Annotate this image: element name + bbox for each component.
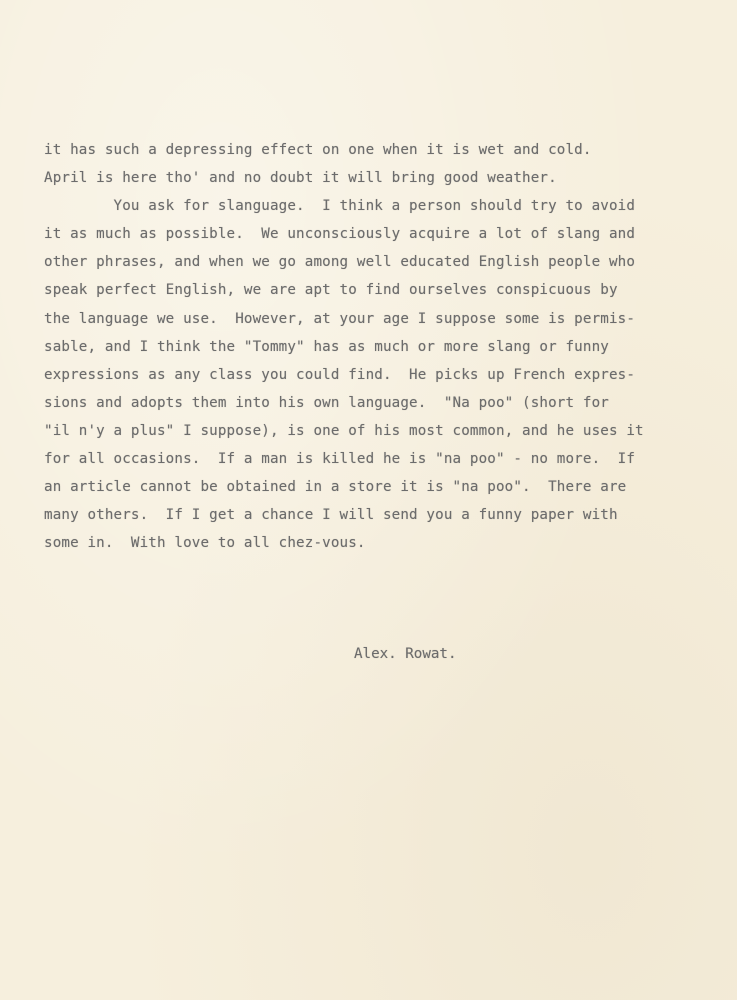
letter-line: other phrases, and when we go among well educated English people who: [44, 254, 636, 271]
letter-line: sable, and I think the "Tommy" has as much or more slang or funny: [44, 338, 609, 355]
letter-line: sions and adopts them into his own language. "Na poo" (short for: [44, 394, 609, 411]
letter-line: it as much as possible. We unconsciously acquire a lot of slang and: [44, 226, 636, 243]
letter-line: for all occasions. If a man is killed he is "na poo" - no more. If: [44, 451, 636, 468]
letter-line: it has such a depressing effect on one when it is wet and cold.: [44, 142, 592, 158]
letter-line: speak perfect English, we are apt to find ourselves conspicuous by: [44, 282, 618, 299]
letter-line: an article cannot be obtained in a store it is "na poo". There are: [44, 479, 627, 496]
letter-line: "il n'y a plus" I suppose), is one of his most common, and he uses it: [44, 422, 644, 439]
letter-line: the language we use. However, at your age I suppose some is permis-: [44, 310, 636, 327]
signature: Alex. Rowat.: [354, 646, 457, 662]
letter-line: April is here tho' and no doubt it will bring good weather.: [44, 170, 557, 187]
letter-line: expressions as any class you could find. He picks up French expres-: [44, 366, 636, 383]
letter-line: You ask for slanguage. I think a person should try to avoid: [44, 198, 636, 215]
letter-body: [44, 136, 732, 557]
letter-line: many others. If I get a chance I will send you a funny paper with: [44, 507, 618, 524]
letter-line: some in. With love to all chez-vous.: [44, 535, 366, 552]
